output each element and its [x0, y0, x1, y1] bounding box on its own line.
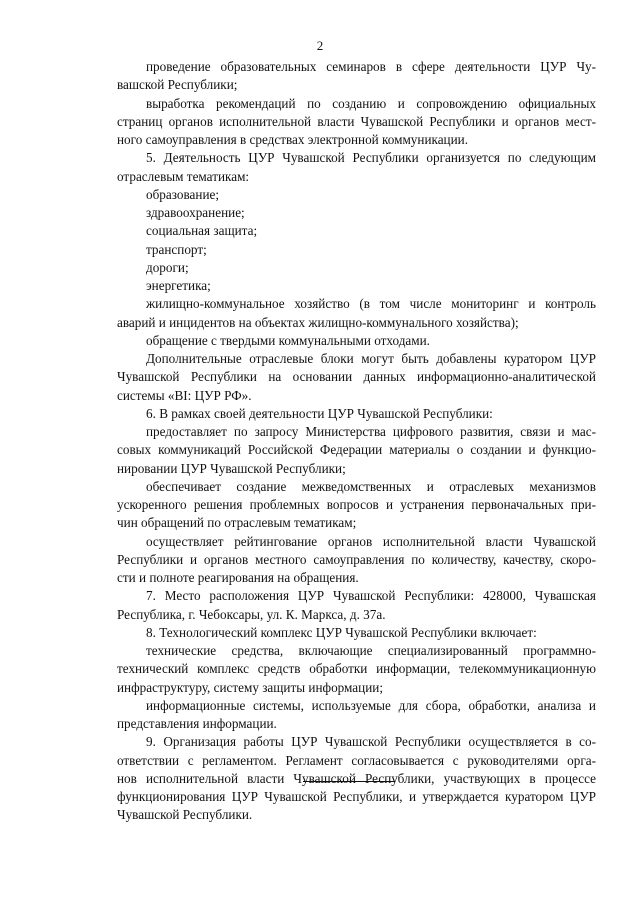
- text-line: образование;: [146, 186, 220, 202]
- text-line: представления информации.: [117, 716, 277, 731]
- text-line: Чувашской Республики на основании данных информационно-аналитической: [117, 369, 596, 385]
- text-line: дороги;: [146, 259, 189, 275]
- text-line: аварий и инцидентов на объектах жилищно-коммунального хозяйства);: [117, 314, 519, 330]
- text-line: энергетика;: [146, 278, 211, 293]
- text-line: обращение с твердыми коммунальными отходами.: [146, 332, 430, 348]
- text-line: 6. В рамках своей деятельности ЦУР Чувашской Республики:: [146, 405, 493, 421]
- text-line: 8. Технологический комплекс ЦУР Чувашской Республики включает:: [146, 624, 537, 640]
- text-line: Чувашской Республики.: [117, 807, 253, 823]
- text-line: Республики и органов местного самоуправления по количеству, качеству, скоро-: [117, 551, 596, 567]
- text-line: нировании ЦУР Чувашской Республики;: [117, 460, 346, 476]
- body-text: [117, 58, 596, 825]
- text-line: социальная защита;: [146, 223, 258, 239]
- text-line: обеспечивает создание межведомственных и отраслевых механизмов: [146, 478, 596, 494]
- text-line: выработка рекомендаций по созданию и сопровождению официальных: [146, 95, 596, 111]
- text-line: технический комплекс средств обработки информации, телекоммуникационную: [117, 661, 596, 677]
- text-line: 5. Деятельность ЦУР Чувашской Республики организуется по следующим: [146, 150, 596, 166]
- text-line: здравоохранение;: [146, 205, 245, 220]
- text-line: Республика, г. Чебоксары, ул. К. Маркса, д. 37а.: [117, 606, 386, 622]
- text-line: 9. Организация работы ЦУР Чувашской Республики осуществляется в со-: [146, 734, 596, 750]
- text-line: нов исполнительной власти Чувашской Республики, участвующих в процессе: [117, 770, 596, 786]
- text-line: сти и полноте реагирования на обращения.: [117, 570, 359, 585]
- text-line: предоставляет по запросу Министерства цифрового развития, связи и мас-: [146, 424, 596, 439]
- text-line: проведение образовательных семинаров в сфере деятельности ЦУР Чу-: [146, 59, 596, 74]
- text-line: жилищно-коммунальное хозяйство (в том числе мониторинг и контроль: [146, 296, 596, 312]
- text-line: осуществляет рейтингование органов исполнительной власти Чувашской: [146, 533, 596, 549]
- text-line: технические средства, включающие специализированный программно-: [146, 643, 596, 658]
- text-line: Дополнительные отраслевые блоки могут быть добавлены куратором ЦУР: [146, 351, 596, 366]
- text-line: ускоренного решения проблемных вопросов и устранения первоначальных при-: [117, 497, 596, 512]
- text-line: системы «BI: ЦУР РФ».: [117, 387, 252, 403]
- page-number: 2: [316, 38, 324, 53]
- text-line: информационные системы, используемые для сбора, обработки, анализа и: [146, 697, 596, 713]
- text-line: совых коммуникаций Российской Федерации материалы о создании и функцио-: [117, 442, 596, 458]
- text-line: ного самоуправления в средствах электронной коммуникации.: [117, 132, 469, 147]
- text-line: 7. Место расположения ЦУР Чувашской Республики: 428000, Чувашская: [146, 588, 596, 604]
- text-line: чин обращений по отраслевым тематикам;: [117, 515, 357, 531]
- text-line: вашской Республики;: [117, 77, 238, 93]
- text-line: функционирования ЦУР Чувашской Республики, и утверждается куратором ЦУР: [117, 789, 596, 804]
- text-line: инфраструктуру, систему защиты информации;: [117, 679, 384, 695]
- text-line: ответствии с регламентом. Регламент согласовывается с руководителями орга-: [117, 752, 596, 768]
- end-of-text-rule: [303, 781, 395, 782]
- text-line: страниц органов исполнительной власти Чувашской Республики и органов мест-: [117, 113, 596, 129]
- text-line: отраслевым тематикам:: [117, 168, 250, 184]
- text-line: транспорт;: [146, 241, 207, 257]
